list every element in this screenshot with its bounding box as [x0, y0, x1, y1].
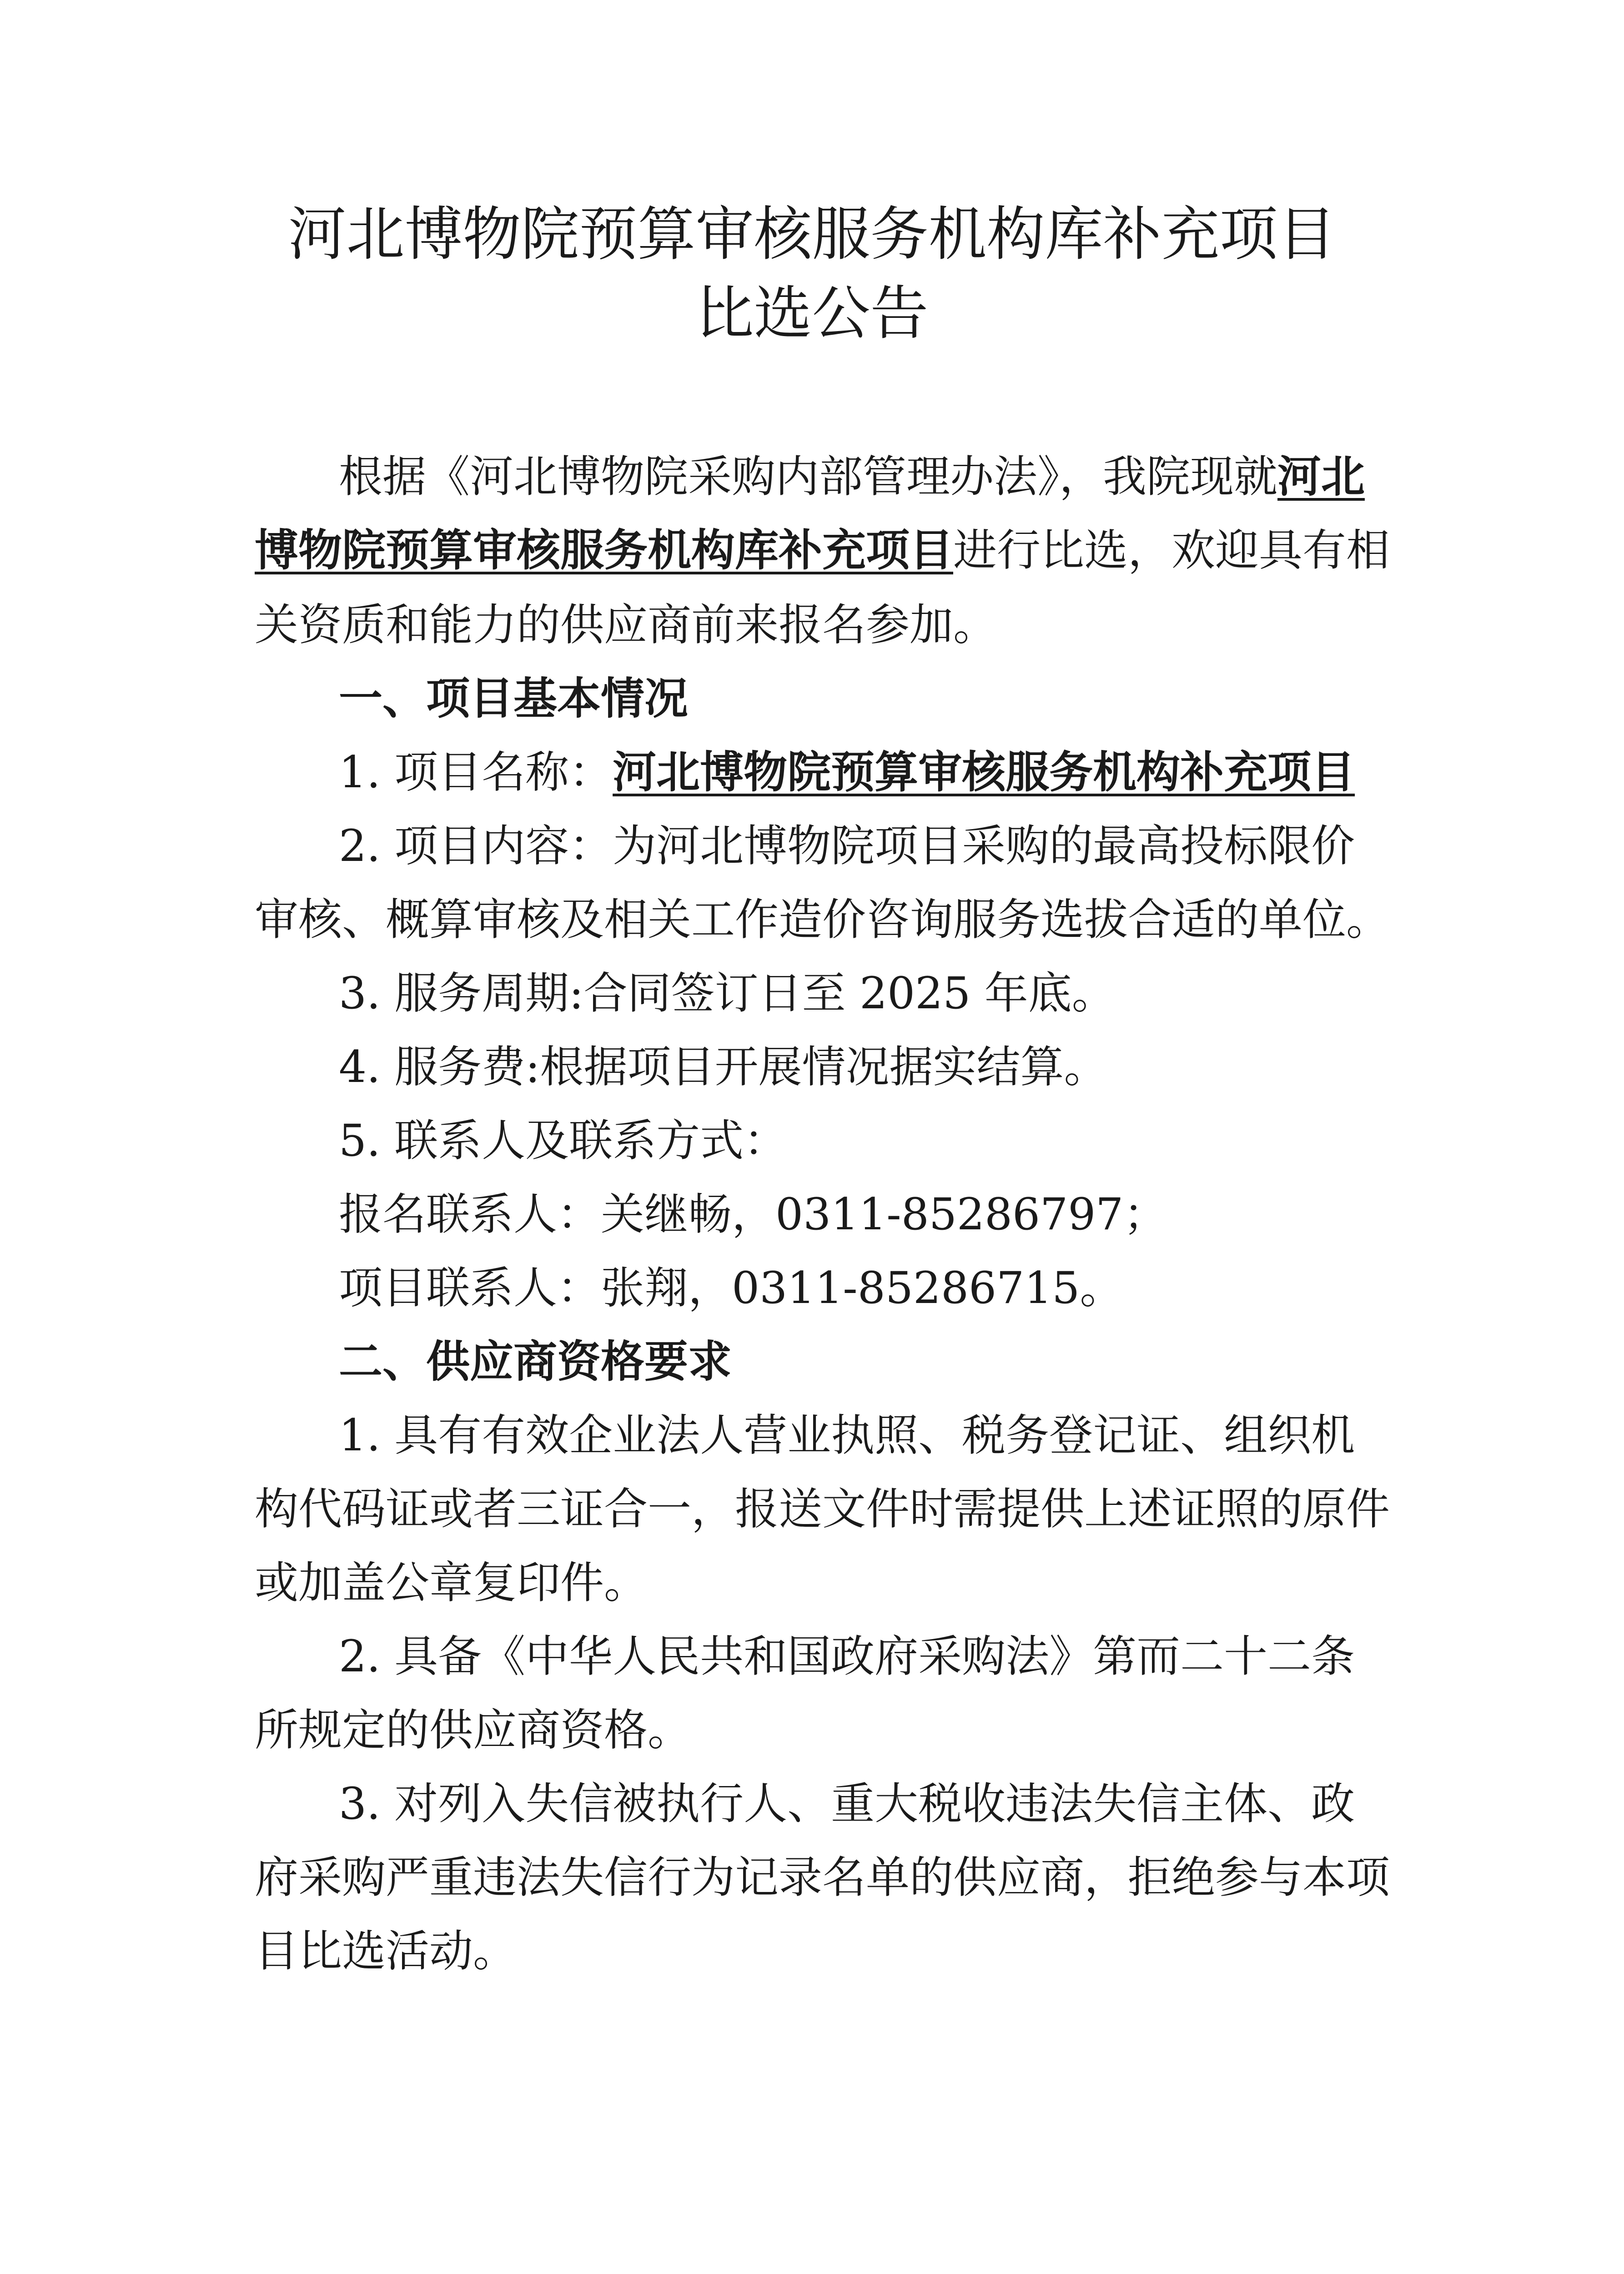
req-3-line-3: 目比选活动。	[255, 1926, 517, 1977]
intro-line-2	[255, 524, 1390, 601]
req-3-line-1: 3. 对列入失信被执行人、重大税收违法失信主体、政	[339, 1778, 1355, 1829]
item-project-content-line-2: 审核、概算审核及相关工作造价咨询服务选拔合适的单位。	[255, 894, 1390, 945]
section-1-heading: 一、项目基本情况	[339, 673, 688, 724]
item-label: 1. 项目名称：	[339, 747, 613, 798]
section-2-heading: 二、供应商资格要求	[339, 1336, 732, 1387]
req-2-line-1: 2. 具备《中华人民共和国政府采购法》第而二十二条	[339, 1631, 1355, 1682]
req-2-line-2: 所规定的供应商资格。	[255, 1705, 691, 1756]
req-1-line-3: 或加盖公章复印件。	[255, 1557, 648, 1608]
contact-project: 项目联系人：张翔，0311-85286715。	[339, 1263, 1124, 1313]
project-name-value: 河北博物院预算审核服务机构补充项目	[613, 746, 1355, 798]
item-service-fee: 4. 服务费:根据项目开展情况据实结算。	[339, 1041, 1108, 1092]
item-project-name	[339, 746, 1355, 823]
item-project-content-line-1: 2. 项目内容：为河北博物院项目采购的最高投标限价	[339, 820, 1355, 871]
contact-registration: 报名联系人：关继畅，0311-85286797；	[339, 1189, 1167, 1240]
req-1-line-2: 构代码证或者三证合一，报送文件时需提供上述证照的原件	[255, 1484, 1390, 1534]
req-3-line-2: 府采购严重违法失信行为记录名单的供应商，拒绝参与本项	[255, 1852, 1390, 1903]
intro-text: 根据《河北博物院采购内部管理办法》，我院现就	[339, 451, 1277, 502]
item-service-period: 3. 服务周期:合同签订日至 2025 年底。	[339, 968, 1116, 1019]
item-contacts: 5. 联系人及联系方式：	[339, 1115, 788, 1166]
intro-line-3: 关资质和能力的供应商前来报名参加。	[255, 599, 997, 650]
req-1-line-1: 1. 具有有效企业法人营业执照、税务登记证、组织机	[339, 1410, 1355, 1461]
intro-project-name: 河北	[1277, 451, 1365, 502]
intro-text-cont: 进行比选，欢迎具有相	[953, 525, 1390, 576]
title-line-1: 河北博物院预算审核服务机构库补充项目	[288, 201, 1336, 268]
intro-line-1	[339, 451, 1365, 528]
intro-project-name-cont: 博物院预算审核服务机构库补充项目	[255, 524, 953, 576]
title-line-2: 比选公告	[695, 280, 929, 347]
